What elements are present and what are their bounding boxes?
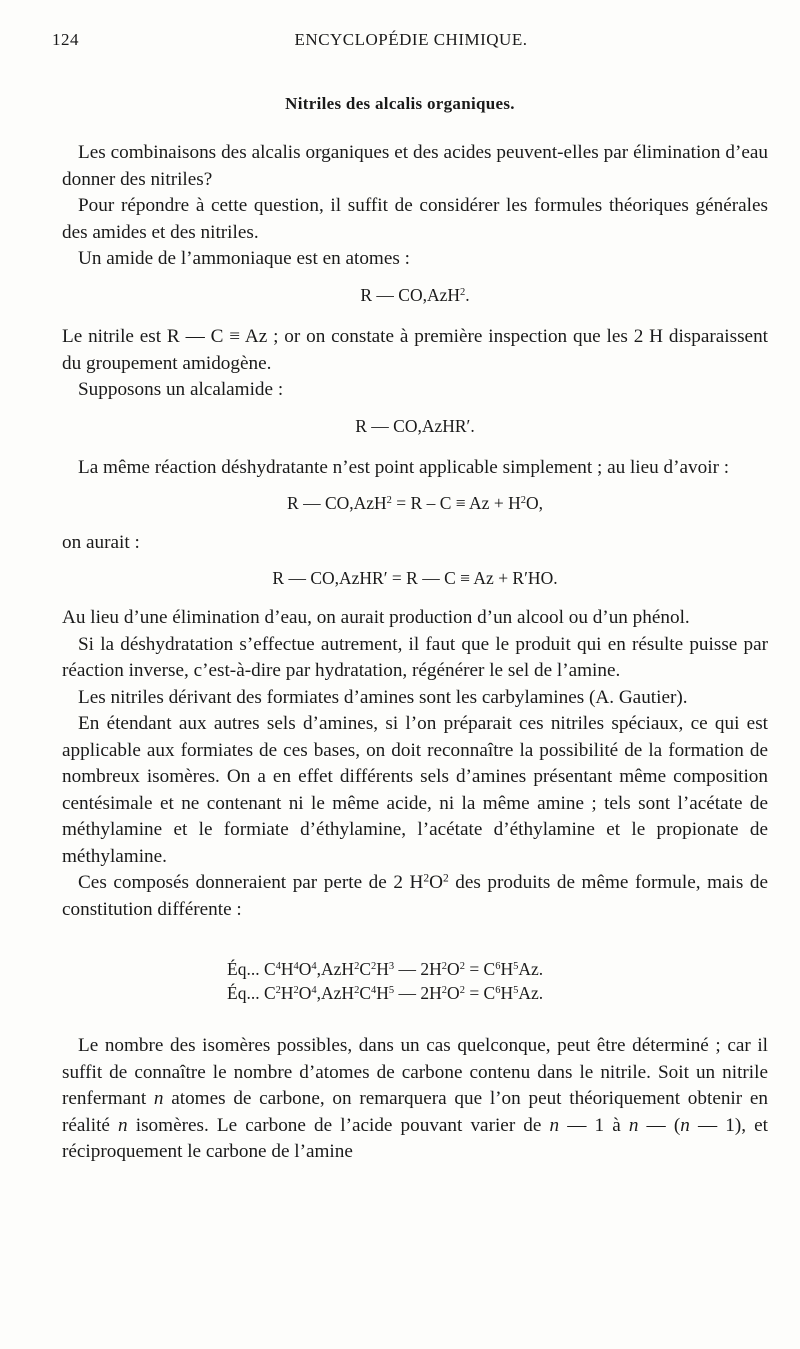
isomer-equations (227, 957, 768, 1005)
paragraph: Un amide de l’ammoniaque est en atomes : (78, 248, 410, 269)
paragraph: Les combinaisons des alcalis organiques et des acides peuvent-elles par élimination d’eau donner des nitriles? (62, 142, 768, 190)
section-title: Nitriles des alcalis organiques. (285, 94, 515, 113)
page-number: 124 (52, 30, 79, 49)
paragraph: La même réaction déshydratante n’est point applicable simplement ; au lieu d’avoir : (78, 457, 730, 478)
paragraph: Pour répondre à cette question, il suffit de considérer les formules théoriques générales des amides et des nitriles. (62, 195, 768, 243)
running-title: ENCYCLOPÉDIE CHIMIQUE. (294, 30, 528, 49)
paragraph: on aurait : (62, 532, 140, 553)
paragraph: En étendant aux autres sels d’amines, si l’on préparait ces nitriles spéciaux, ce qui est applicable aux formiates de ces bases, on doit reconnaître la possibilité de la formation de nombreux isomères. On a en effet différents sels d’amines présentant même composition centésimale et ne contenant ni le même acide, ni la même amine ; tels sont l’acétate de méthylamine et le formiate d’éthylamine, l’acétate d’éthylamine et le propionate de méthylamine. (62, 713, 768, 867)
body-text (62, 140, 768, 1166)
paragraph: Si la déshydratation s’effectue autrement, il faut que le produit qui en résulte puisse par réaction inverse, c’est-à-dire par hydratation, régénérer le sel de l’amine. (62, 633, 768, 681)
page-header (52, 30, 770, 54)
paragraph: Ces composés donneraient par perte de 2 $H^2O^2$ des produits de même formule, mais de constitution différente : (62, 872, 768, 920)
formula-dehydration-2: R — CO,AzHR′ = R — C ≡ Az + R′HO. (272, 567, 558, 588)
paragraph: Au lieu d’une élimination d’eau, on aurait production d’un alcool ou d’un phénol. (62, 607, 690, 628)
paragraph: Les nitriles dérivant des formiates d’amines sont les carbylamines (A. Gautier). (78, 686, 688, 708)
paragraph: Supposons un alcalamide : (78, 379, 284, 400)
paragraph: Le nombre des isomères possibles, dans un cas quelconque, peut être déterminé ; car il suffit de connaître le nombre d’atomes de carbone contenu dans le nitrile. Soit un nitrile renfermant n atomes de carbone, on remarquera que l’on peut théoriquement obtenir en réalité n isomères. Le carbone de l’acide pouvant varier de n — 1 à n — (n — 1), et réciproquement le carbone de l’amine (62, 1035, 768, 1162)
paragraph: Le nitrile est R — C ≡ Az ; or on constate à première inspection que les 2 H disparaissent du groupement amidogène. (62, 326, 768, 374)
equation-1: Éq... $C^4H^4O^4,AzH^2C^2H^3$ — $2H^2O^2 = C^6H^5Az$. (227, 959, 544, 979)
formula-dehydration-1: R — $CO,AzH^2 = R - C \equiv Az + H^2O$, (287, 492, 543, 513)
formula-alcalamide: R — CO,AzHR′. (355, 415, 475, 436)
equation-2: Éq... $C^2H^2O^4,AzH^2C^4H^5$ — $2H^2O^2 = C^6H^5Az$. (227, 983, 544, 1003)
formula-amide: R — CO,AzH$^2$. (360, 284, 470, 305)
